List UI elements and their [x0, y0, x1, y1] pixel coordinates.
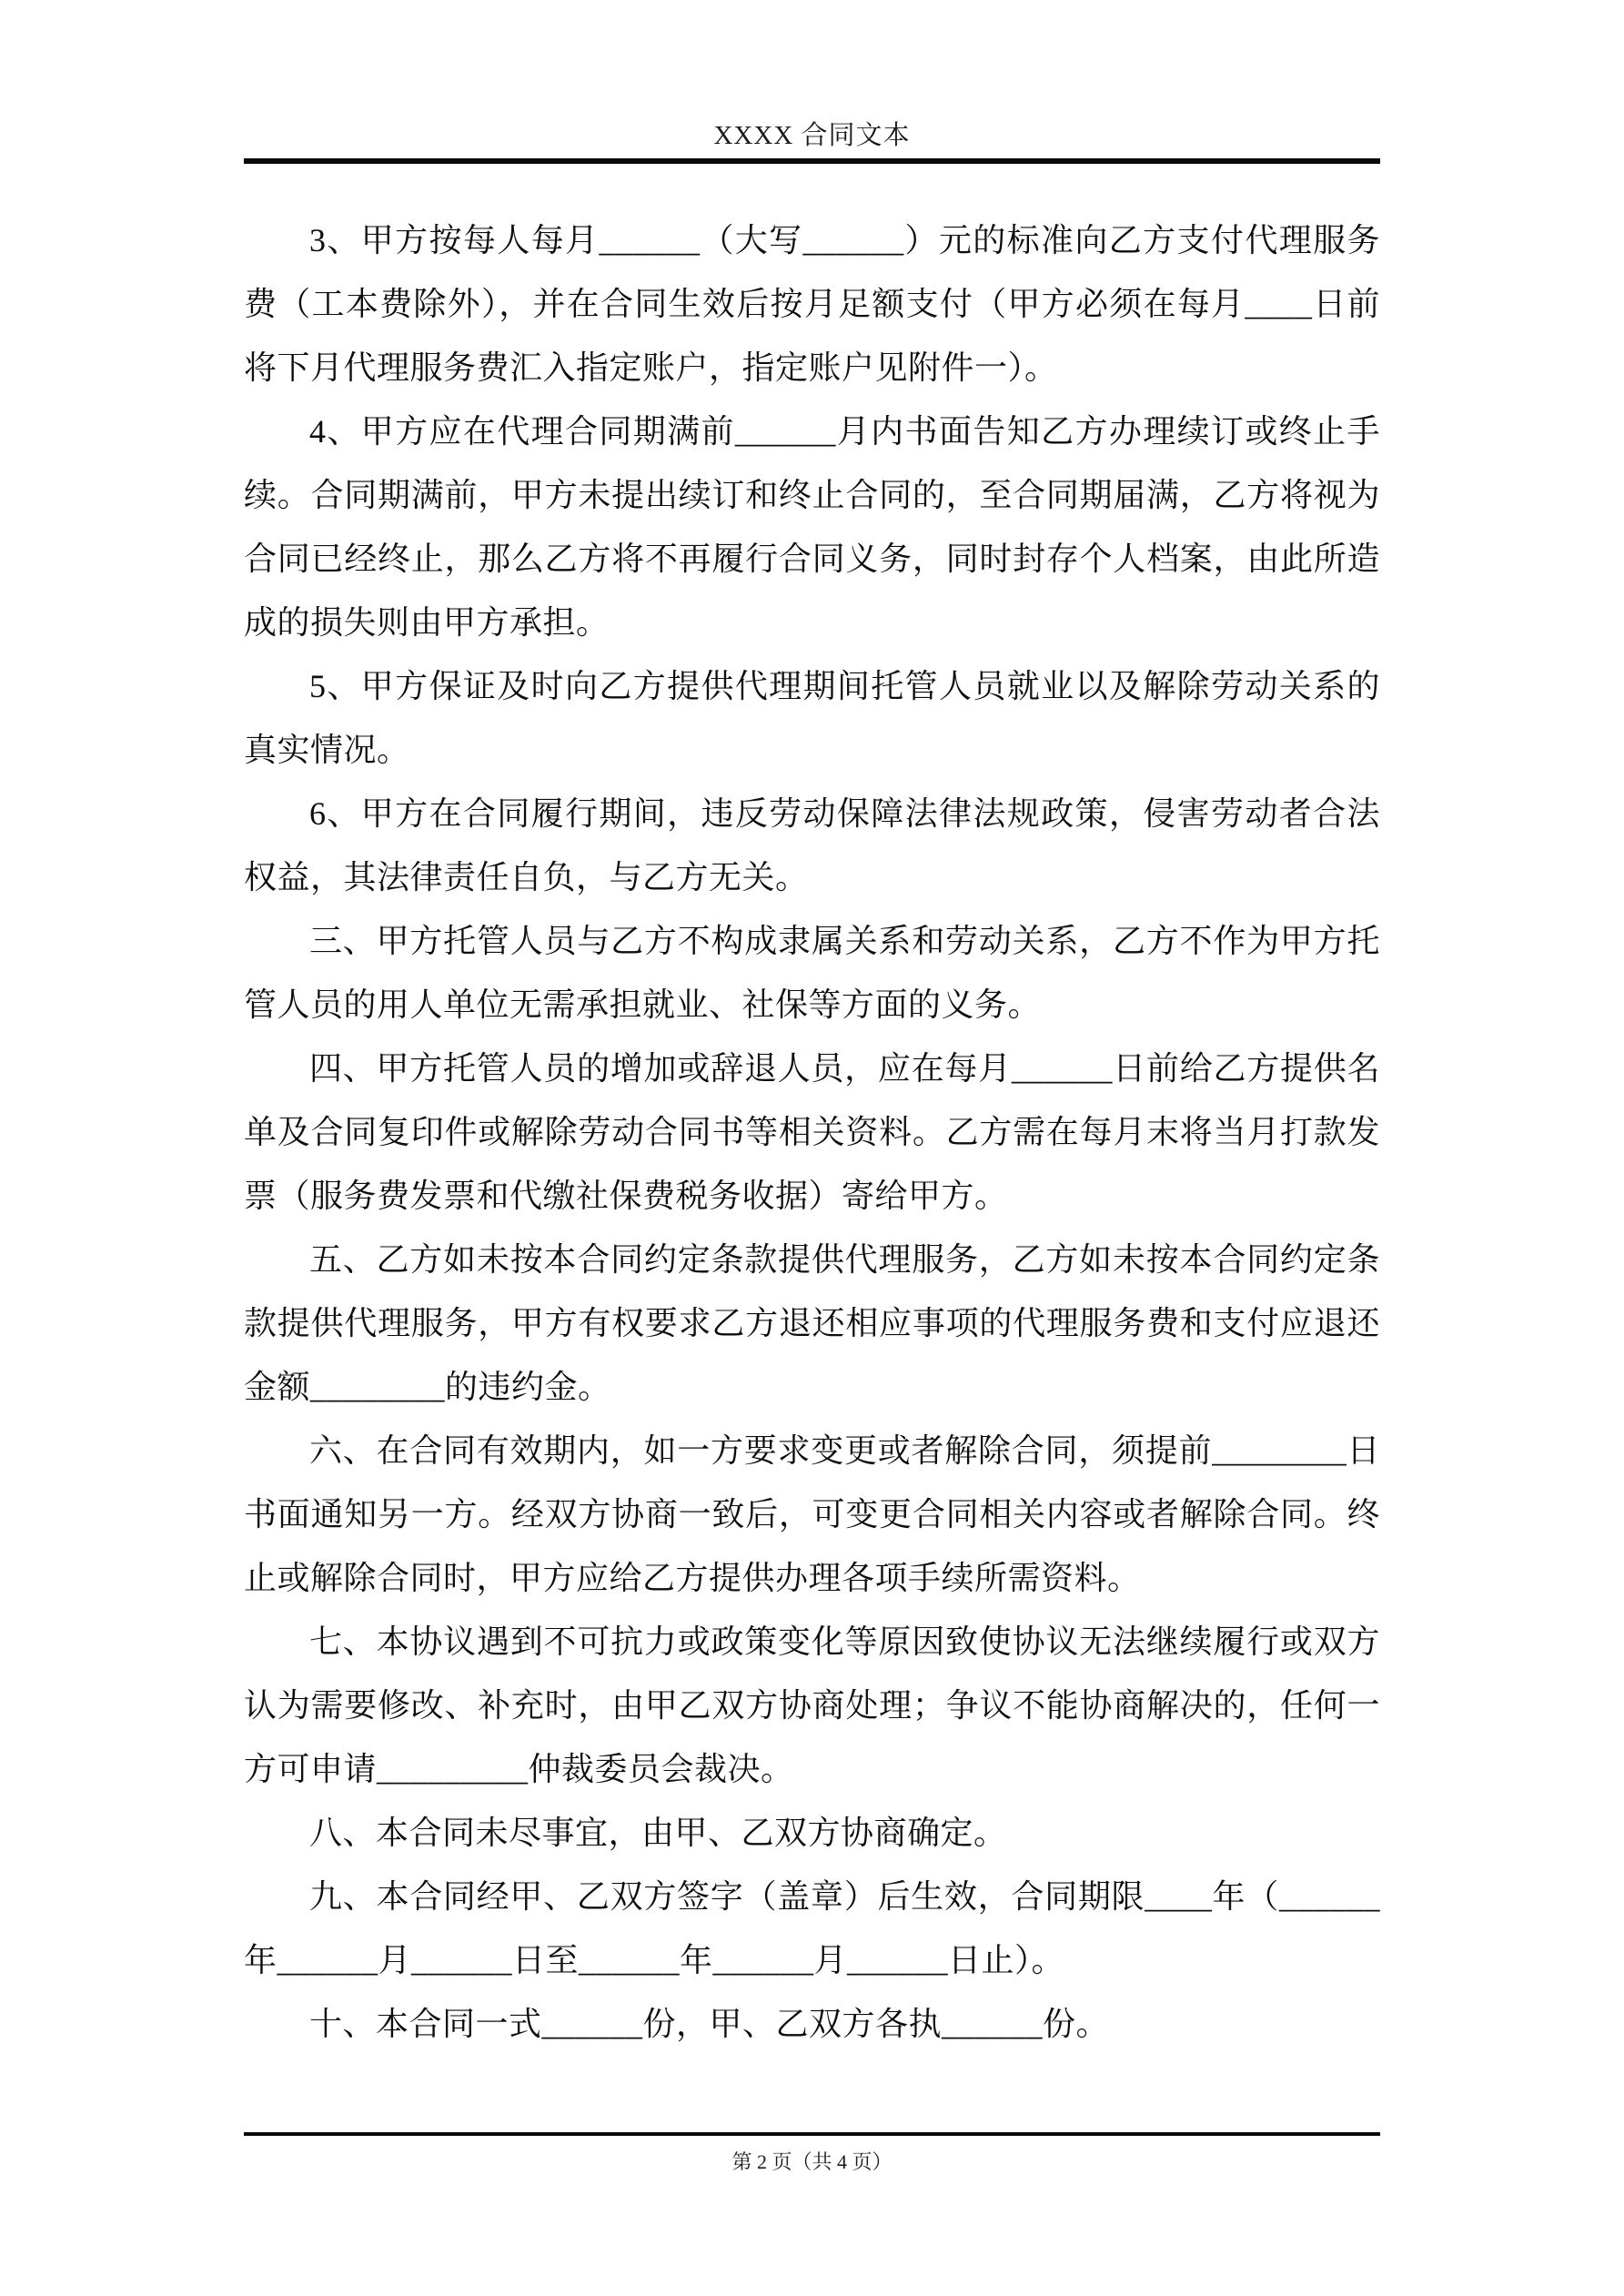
page-footer: [244, 2132, 1380, 2175]
contract-clause-liu: 六、在合同有效期内，如一方要求变更或者解除合同，须提前________日书面通知另一方。经双方协商一致后，可变更合同相关内容或者解除合同。终止或解除合同时，甲方应给乙方提供办理各项手续所需资料。: [244, 1432, 1380, 1596]
header-rule: [244, 158, 1380, 164]
footer-rule: [244, 2132, 1380, 2136]
contract-clause-shi: 十、本合同一式______份，甲、乙双方各执______份。: [309, 2006, 1110, 2042]
contract-clause-4: 4、甲方应在代理合同期满前______月内书面告知乙方办理续订或终止手续。合同期满前，甲方未提出续订和终止合同的，至合同期届满，乙方将视为合同已经终止，那么乙方将不再履行合同义务，同时封存个人档案，由此所造成的损失则由甲方承担。: [244, 413, 1380, 641]
contract-clause-jiu: 九、本合同经甲、乙双方签字（盖章）后生效，合同期限____年（______年______月______日至______年______月______日止）。: [244, 1878, 1380, 1978]
contract-body: [244, 208, 1380, 2056]
contract-clause-3: 3、甲方按每人每月______（大写______）元的标准向乙方支付代理服务费（工本费除外），并在合同生效后按月足额支付（甲方必须在每月____日前将下月代理服务费汇入指定账户，指定账户见附件一）。: [244, 222, 1380, 386]
contract-clause-wu: 五、乙方如未按本合同约定条款提供代理服务，乙方如未按本合同约定条款提供代理服务，甲方有权要求乙方退还相应事项的代理服务费和支付应退还金额________的违约金。: [244, 1241, 1380, 1405]
contract-clause-si: 四、甲方托管人员的增加或辞退人员，应在每月______日前给乙方提供名单及合同复印件或解除劳动合同书等相关资料。乙方需在每月末将当月打款发票（服务费发票和代缴社保费税务收据）寄给甲方。: [244, 1050, 1380, 1214]
contract-clause-5: 5、甲方保证及时向乙方提供代理期间托管人员就业以及解除劳动关系的真实情况。: [244, 668, 1380, 768]
contract-clause-6: 6、甲方在合同履行期间，违反劳动保障法律法规政策，侵害劳动者合法权益，其法律责任自负，与乙方无关。: [244, 795, 1380, 895]
contract-clause-ba: 八、本合同未尽事宜，由甲、乙双方协商确定。: [309, 1815, 1007, 1851]
page-title: XXXX 合同文本: [713, 121, 911, 150]
document-header: [244, 0, 1380, 164]
page-number: 第 2 页（共 4 页）: [731, 2150, 893, 2173]
contract-clause-san: 三、甲方托管人员与乙方不构成隶属关系和劳动关系，乙方不作为甲方托管人员的用人单位无需承担就业、社保等方面的义务。: [244, 923, 1380, 1023]
contract-clause-qi: 七、本协议遇到不可抗力或政策变化等原因致使协议无法继续履行或双方认为需要修改、补充时，由甲乙双方协商处理；争议不能协商解决的，任何一方可申请_________仲裁委员会裁决。: [244, 1623, 1380, 1787]
